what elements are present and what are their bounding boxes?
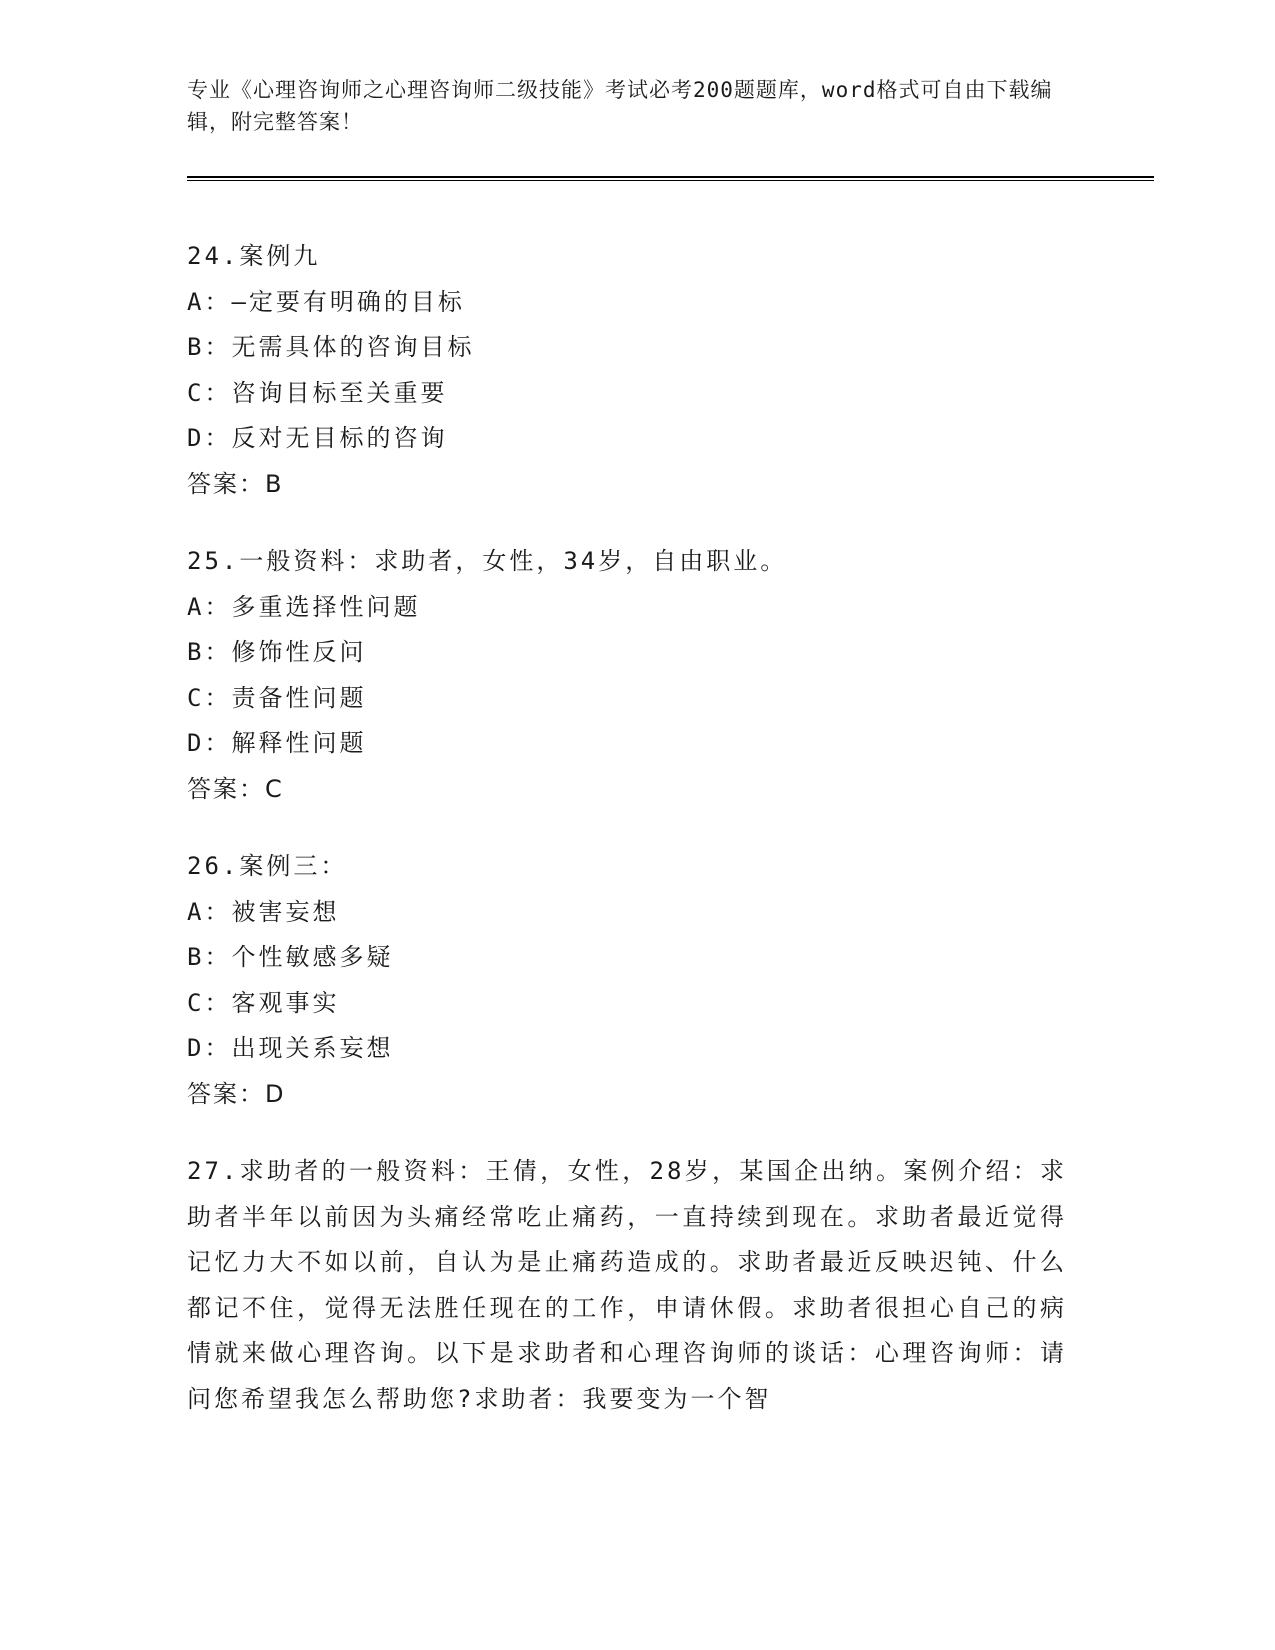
question-26 [187,844,1087,1117]
question-24 [187,234,1087,507]
question-27 [187,1149,1087,1422]
document-header: 专业《心理咨询师之心理咨询师二级技能》考试必考200题题库，word格式可自由下载编辑，附完整答案！ [187,78,1053,134]
header-divider [187,176,1154,181]
option-a: A：多重选择性问题 [187,592,421,621]
question-stem: 26.案例三： [187,852,348,880]
option-d: D：反对无目标的咨询 [187,424,448,452]
question-stem: 25.一般资料：求助者，女性，34岁，自由职业。 [187,547,788,575]
option-b: B：修饰性反问 [187,638,367,666]
question-list [187,234,1087,1454]
answer: 答案：B [187,469,284,498]
question-25 [187,539,1087,812]
answer: 答案：C [187,774,284,803]
option-a: A：—定要有明确的目标 [187,287,465,316]
question-stem: 24.案例九 [187,242,321,270]
option-d: D：解释性问题 [187,729,367,757]
option-c: C：咨询目标至关重要 [187,378,448,407]
option-b: B：个性敏感多疑 [187,943,394,971]
option-c: C：责备性问题 [187,683,367,712]
answer: 答案：D [187,1079,286,1108]
question-stem: 27.求助者的一般资料：王倩，女性，28岁，某国企出纳。案例介绍：求助者半年以前因为头痛经常吃止痛药，一直持续到现在。求助者最近觉得记忆力大不如以前，自认为是止痛药造成的。求助者最近反映迟钝、什么都记不住，觉得无法胜任现在的工作，申请休假。求助者很担心自己的病情就来做心理咨询。以下是求助者和心理咨询师的谈话：心理咨询师：请问您希望我怎么帮助您?求助者：我要变为一个智 [187,1157,1067,1413]
option-b: B：无需具体的咨询目标 [187,333,475,361]
option-a: A：被害妄想 [187,897,340,926]
option-c: C：客观事实 [187,988,340,1017]
option-d: D：出现关系妄想 [187,1034,394,1062]
